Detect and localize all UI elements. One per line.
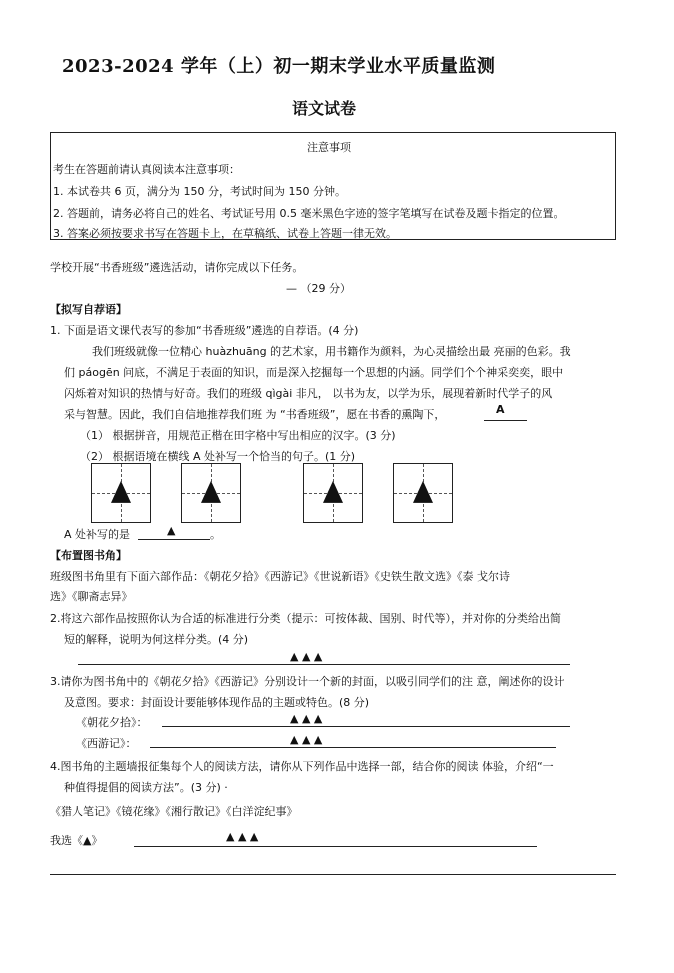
tianzige-box-1[interactable]	[91, 463, 151, 523]
section-one-heading: — （29 分）	[286, 282, 351, 295]
notice-item-1: 1. 本试卷共 6 页，满分为 150 分，考试时间为 150 分钟。	[53, 185, 346, 198]
notice-intro: 考生在答题前请认真阅读本注意事项：	[53, 163, 240, 176]
notice-item-2: 2. 答题前，请务必将自己的姓名、考试证号用 0.5 毫米黑色字迹的签字笔填写在试卷及题卡指定的位置。	[53, 207, 565, 220]
answer-a-line[interactable]	[138, 539, 210, 540]
question-3-line-2: 及意图。要求：封面设计要能够体现作品的主题或特色。(8 分)	[64, 696, 370, 709]
q3-item-1-line[interactable]	[162, 726, 570, 727]
question-3-line-1: 3.请你为图书角中的《朝花夕拾》《西游记》分别设计一个新的封面，以吸引同学们的注 意，阐述你的设计	[50, 675, 565, 688]
blank-a-label: A	[496, 403, 505, 416]
passage-line-4: 采与智慧。因此，我们自信地推荐我们班 为 “书香班级”，愿在书香的熏陶下，	[64, 408, 446, 421]
question-4-line-1: 4.图书角的主题墙报征集每个人的阅读方法，请你从下列作品中选择一部，结合你的阅读 体验，介绍“一	[50, 760, 554, 773]
sub-question-2: （2） 根据语境在横线 A 处补写一个恰当的句子。(1 分)	[80, 450, 356, 463]
q4-marks: ▲ ▲ ▲	[226, 830, 259, 843]
triangle-mark-icon	[323, 481, 343, 503]
q3-item-2-label: 《西游记》：	[76, 737, 137, 750]
question-4-line-2: 种值得提倡的阅读方法”。(3 分) ·	[64, 781, 228, 794]
notice-box	[50, 132, 616, 240]
tianzige-box-3[interactable]	[303, 463, 363, 523]
notice-item-3: 3. 答案必须按要求书写在答题卡上，在草稿纸、试卷上答题一律无效。	[53, 227, 397, 240]
tianzige-box-2[interactable]	[181, 463, 241, 523]
part2-intro-line-2: 选》《聊斋志异》	[50, 590, 133, 603]
q4-choice-label: 我选《▲》	[50, 834, 103, 847]
notice-heading: 注意事项	[307, 141, 351, 154]
passage-line-1: 我们班级就像一位精心 huàzhuāng 的艺术家，用书籍作为颜料，为心灵描绘出最 亮丽的色彩。我	[92, 345, 571, 358]
tianzige-box-4[interactable]	[393, 463, 453, 523]
q3-item-2-marks: ▲ ▲ ▲	[290, 733, 323, 746]
question-2-line-1: 2.将这六部作品按照你认为合适的标准进行分类（提示：可按体裁、国别、时代等），并对你的分类给出简	[50, 612, 561, 625]
passage-line-2: 们 páogēn 问底，不满足于表面的知识，而是深入挖掘每一个思想的内涵。同学们个个神采奕奕，眼中	[64, 366, 564, 379]
triangle-mark-icon	[111, 481, 131, 503]
page-title: 2023-2024 学年（上）初一期末学业水平质量监测	[62, 56, 496, 77]
question-1: 1. 下面是语文课代表写的参加“书香班级”遴选的自荐语。(4 分)	[50, 324, 359, 337]
part2-intro-line-1: 班级图书角里有下面六部作品：《朝花夕拾》《西游记》《世说新语》《史铁生散文选》《泰 戈尔诗	[50, 570, 510, 583]
q3-item-1-label: 《朝花夕拾》：	[76, 716, 148, 729]
part2-heading: 【布置图书角】	[50, 549, 127, 562]
q3-item-1-marks: ▲ ▲ ▲	[290, 712, 323, 725]
blank-a-line	[484, 420, 527, 421]
question-2-answer-line[interactable]	[78, 664, 570, 665]
q3-item-2-line[interactable]	[150, 747, 556, 748]
question-2-line-2: 短的解释，说明为何这样分类。(4 分)	[64, 633, 249, 646]
part1-heading: 【拟写自荐语】	[50, 303, 127, 316]
activity-intro: 学校开展“书香班级”遴选活动，请你完成以下任务。	[50, 261, 304, 274]
q4-answer-line[interactable]	[134, 846, 537, 847]
page-subtitle: 语文试卷	[292, 99, 357, 118]
sub-question-1: （1） 根据拼音，用规范正楷在田字格中写出相应的汉字。(3 分)	[80, 429, 396, 442]
question-2-marks: ▲ ▲ ▲	[290, 650, 323, 663]
question-4-books: 《猎人笔记》《镜花缘》《湘行散记》《白洋淀纪事》	[50, 805, 298, 818]
triangle-mark-icon	[201, 481, 221, 503]
triangle-mark-icon	[413, 481, 433, 503]
passage-line-3: 闪烁着对知识的热情与好奇。我们的班级 qìgài 非凡， 以书为友，以学为乐，展现着新时代学子的风	[64, 387, 553, 400]
footer-divider	[50, 874, 616, 875]
answer-a-mark: ▲	[167, 524, 176, 537]
answer-a-label: A 处补写的是	[64, 528, 131, 541]
answer-a-period: 。	[210, 528, 221, 541]
